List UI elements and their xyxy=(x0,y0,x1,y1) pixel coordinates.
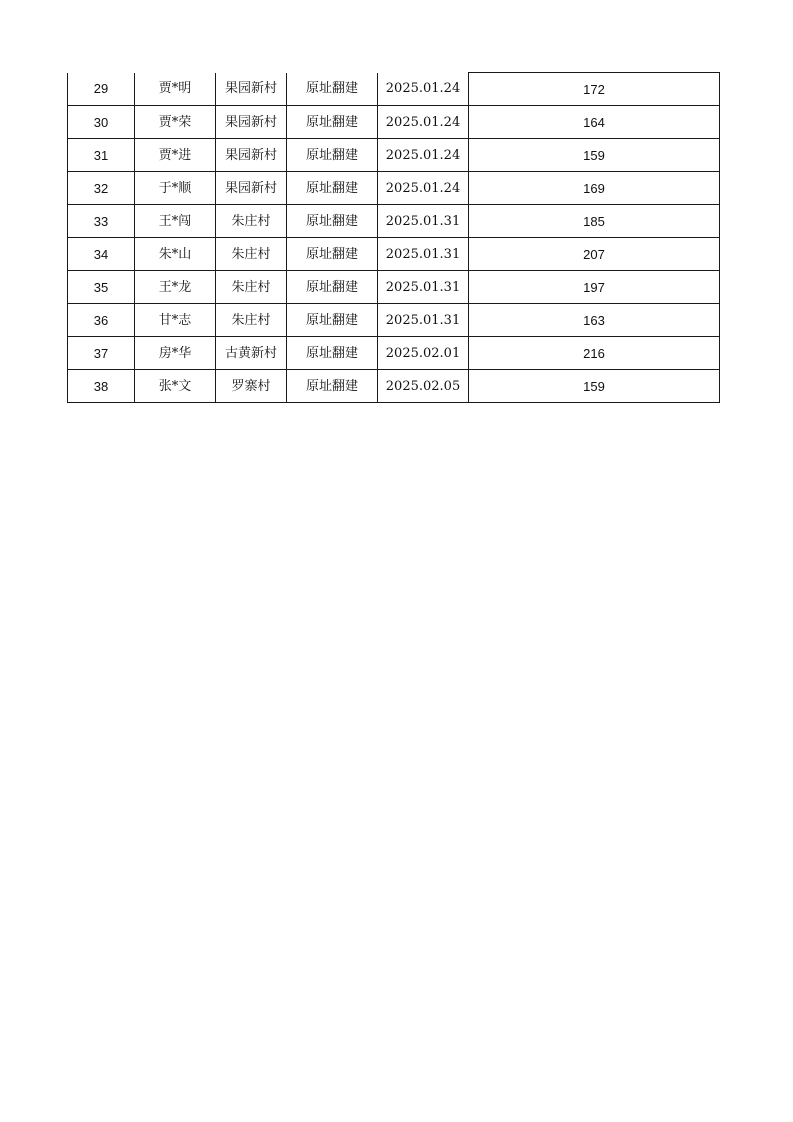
table-row xyxy=(68,271,720,304)
construction-type-cell: 原址翻建 xyxy=(287,304,378,337)
table-row xyxy=(68,139,720,172)
construction-type-cell: 原址翻建 xyxy=(287,238,378,271)
table-row xyxy=(68,172,720,205)
date-cell: 2025.01.31 xyxy=(378,205,469,238)
village-cell: 朱庄村 xyxy=(216,271,287,304)
value-cell: 172 xyxy=(469,73,720,106)
village-cell: 古黄新村 xyxy=(216,337,287,370)
value-cell: 216 xyxy=(469,337,720,370)
row-number-cell: 35 xyxy=(68,271,135,304)
village-cell: 朱庄村 xyxy=(216,238,287,271)
village-cell: 朱庄村 xyxy=(216,205,287,238)
row-number-cell: 38 xyxy=(68,370,135,403)
row-number-cell: 33 xyxy=(68,205,135,238)
table-row xyxy=(68,370,720,403)
table-row xyxy=(68,106,720,139)
village-cell: 果园新村 xyxy=(216,73,287,106)
name-cell: 贾*荣 xyxy=(135,106,216,139)
name-cell: 王*龙 xyxy=(135,271,216,304)
construction-type-cell: 原址翻建 xyxy=(287,370,378,403)
table-row xyxy=(68,337,720,370)
row-number-cell: 36 xyxy=(68,304,135,337)
data-table xyxy=(67,72,720,403)
construction-type-cell: 原址翻建 xyxy=(287,205,378,238)
table-row xyxy=(68,304,720,337)
value-cell: 169 xyxy=(469,172,720,205)
village-cell: 朱庄村 xyxy=(216,304,287,337)
village-cell: 果园新村 xyxy=(216,139,287,172)
value-cell: 207 xyxy=(469,238,720,271)
name-cell: 王*闯 xyxy=(135,205,216,238)
name-cell: 于*顺 xyxy=(135,172,216,205)
name-cell: 房*华 xyxy=(135,337,216,370)
value-cell: 159 xyxy=(469,139,720,172)
row-number-cell: 30 xyxy=(68,106,135,139)
construction-type-cell: 原址翻建 xyxy=(287,106,378,139)
value-cell: 197 xyxy=(469,271,720,304)
date-cell: 2025.01.31 xyxy=(378,304,469,337)
date-cell: 2025.01.24 xyxy=(378,73,469,106)
date-cell: 2025.01.24 xyxy=(378,106,469,139)
date-cell: 2025.01.31 xyxy=(378,271,469,304)
value-cell: 163 xyxy=(469,304,720,337)
row-number-cell: 37 xyxy=(68,337,135,370)
data-table-container xyxy=(67,72,720,403)
value-cell: 185 xyxy=(469,205,720,238)
village-cell: 罗寨村 xyxy=(216,370,287,403)
value-cell: 164 xyxy=(469,106,720,139)
village-cell: 果园新村 xyxy=(216,172,287,205)
name-cell: 朱*山 xyxy=(135,238,216,271)
table-row xyxy=(68,238,720,271)
row-number-cell: 31 xyxy=(68,139,135,172)
construction-type-cell: 原址翻建 xyxy=(287,172,378,205)
row-number-cell: 34 xyxy=(68,238,135,271)
construction-type-cell: 原址翻建 xyxy=(287,73,378,106)
name-cell: 贾*明 xyxy=(135,73,216,106)
village-cell: 果园新村 xyxy=(216,106,287,139)
table-row xyxy=(68,73,720,106)
construction-type-cell: 原址翻建 xyxy=(287,271,378,304)
row-number-cell: 32 xyxy=(68,172,135,205)
construction-type-cell: 原址翻建 xyxy=(287,139,378,172)
date-cell: 2025.01.24 xyxy=(378,172,469,205)
name-cell: 贾*进 xyxy=(135,139,216,172)
name-cell: 张*文 xyxy=(135,370,216,403)
date-cell: 2025.01.31 xyxy=(378,238,469,271)
name-cell: 甘*志 xyxy=(135,304,216,337)
date-cell: 2025.02.01 xyxy=(378,337,469,370)
date-cell: 2025.01.24 xyxy=(378,139,469,172)
row-number-cell: 29 xyxy=(68,73,135,106)
value-cell: 159 xyxy=(469,370,720,403)
construction-type-cell: 原址翻建 xyxy=(287,337,378,370)
date-cell: 2025.02.05 xyxy=(378,370,469,403)
table-row xyxy=(68,205,720,238)
